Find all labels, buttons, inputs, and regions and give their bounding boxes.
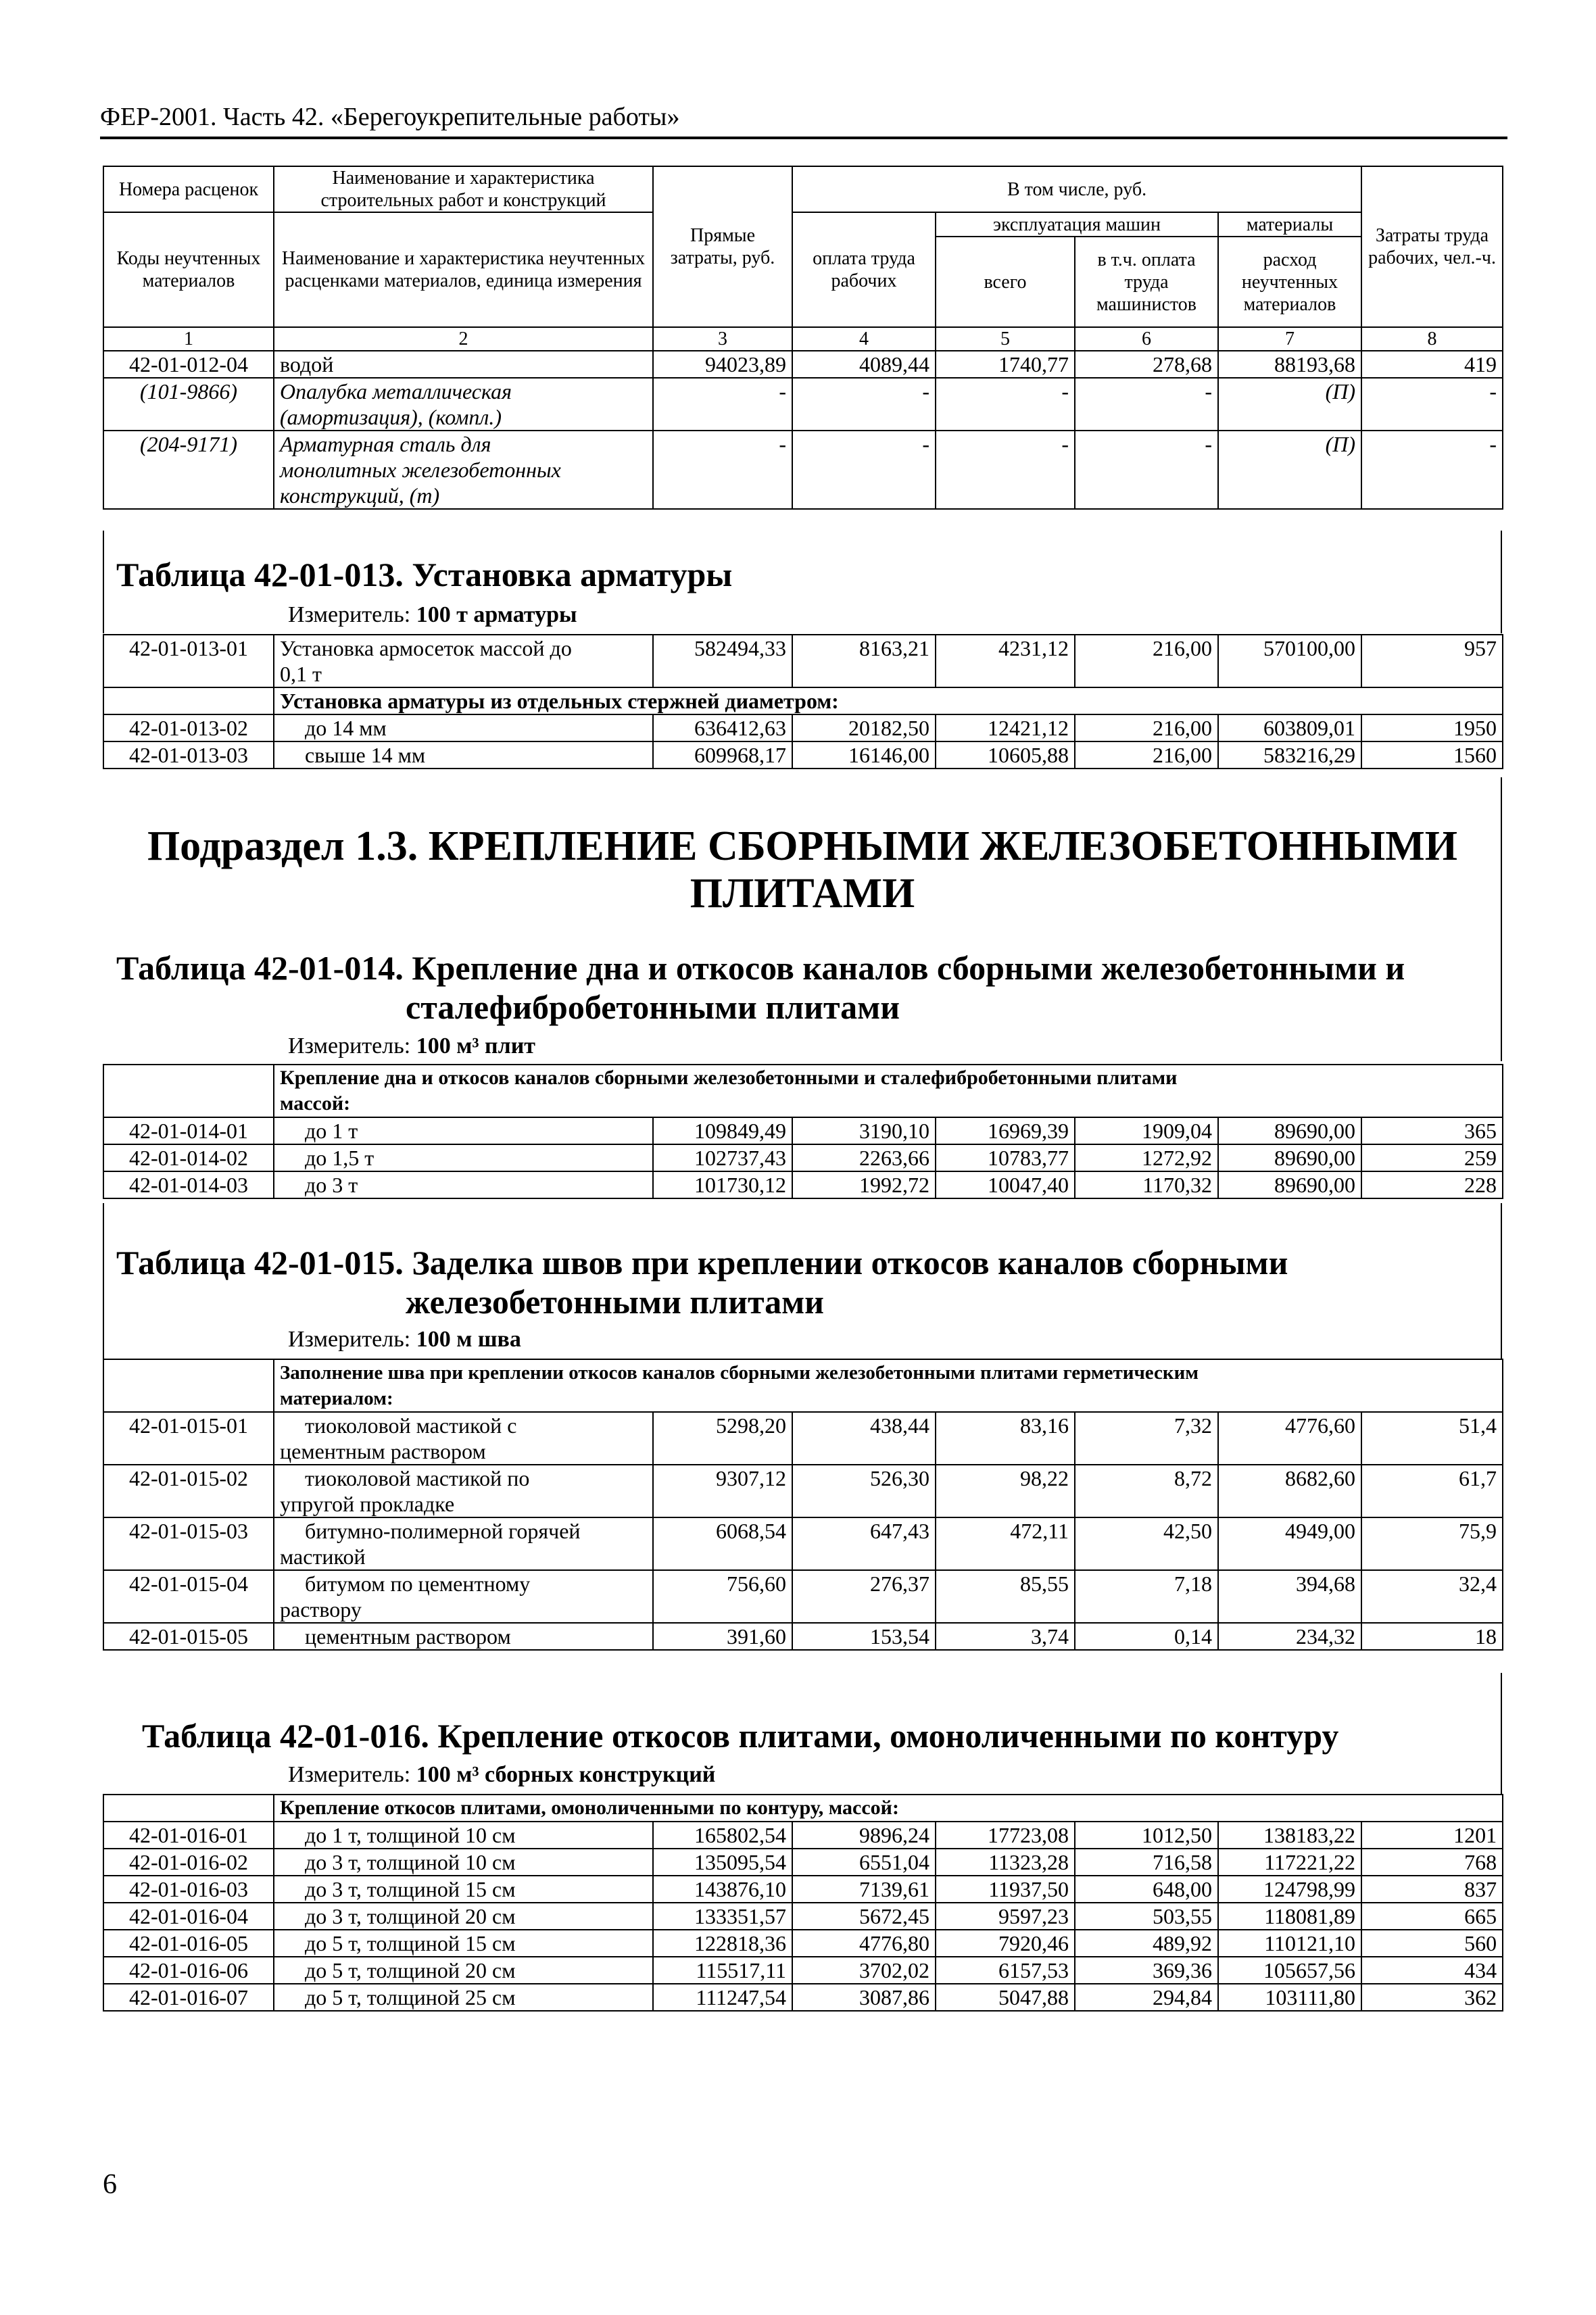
frame-rule-left (103, 1203, 104, 1359)
col-codes-head: Коды неучтенных материалов (103, 212, 274, 327)
col-materials-head: материалы (1218, 212, 1361, 237)
table-row: 42-01-014-02 до 1,5 т 102737,43 2263,66 10783,77 1272,92 89690,00 259 (103, 1144, 1503, 1171)
section-heading-line2: ПЛИТАМИ (690, 871, 915, 917)
col-num-8: 8 (1361, 327, 1503, 351)
table-row: 42-01-013-03 свыше 14 мм 609968,17 16146,00 10605,88 216,00 583216,29 1560 (103, 741, 1503, 769)
col-num-6: 6 (1075, 327, 1218, 351)
table-row: 42-01-016-03 до 3 т, толщиной 15 см 143876,10 7139,61 11937,50 648,00 124798,99 837 (103, 1876, 1503, 1903)
group-row: Установка арматуры из отдельных стержней диаметром: (103, 687, 1503, 714)
table-014-meter: Измеритель: 100 м³ плит (288, 1033, 535, 1058)
group-row: Крепление дна и откосов каналов сборными железобетонными и сталефибробетонными плитами массой: (103, 1065, 1503, 1117)
material-row: (101-9866) Опалубка металлическая (амортизация), (компл.) - - - - (П) - (103, 378, 1503, 431)
col-incl-ops-head: в т.ч. оплата труда машинистов (1075, 237, 1218, 327)
table-row: 42-01-013-01 Установка армосеток массой до 0,1 т 582494,33 8163,21 4231,12 216,00 570100,00 957 (103, 635, 1503, 687)
col-name-head: Наименование и характеристика строительных работ и конструкций (274, 166, 653, 212)
frame-rule-right (1501, 1203, 1502, 1359)
frame-rule-right (1501, 777, 1502, 1061)
table-row: 42-01-014-01 до 1 т 109849,49 3190,10 16969,39 1909,04 89690,00 365 (103, 1117, 1503, 1144)
col-num-2: 2 (274, 327, 653, 351)
table-row: 42-01-016-07 до 5 т, толщиной 25 см 111247,54 3087,86 5047,88 294,84 103111,80 362 (103, 1984, 1503, 2011)
table-013-title: Таблица 42-01-013. Установка арматуры (116, 556, 733, 593)
table-row: 42-01-015-01 тиоколовой мастикой с цементным раствором 5298,20 438,44 83,16 7,32 4776,60 51,4 (103, 1412, 1503, 1465)
col-number-head: Номера расценок (103, 166, 274, 212)
table-015 (103, 1359, 1502, 1651)
table-013 (103, 634, 1502, 769)
table-015-meter: Измеритель: 100 м шва (288, 1327, 521, 1352)
frame-rule-right (1501, 1673, 1502, 1795)
table-016-meter: Измеритель: 100 м³ сборных конструкций (288, 1762, 716, 1787)
col-total-head: всего (936, 237, 1075, 327)
section-heading-line1: Подраздел 1.3. КРЕПЛЕНИЕ СБОРНЫМИ ЖЕЛЕЗОБЕТОННЫМИ (147, 823, 1458, 869)
table-row: 42-01-015-02 тиоколовой мастикой по упругой прокладке 9307,12 526,30 98,22 8,72 8682,60 61,7 (103, 1465, 1503, 1517)
table-row: 42-01-012-04 водой 94023,89 4089,44 1740,77 278,68 88193,68 419 (103, 351, 1503, 378)
table-row: 42-01-016-01 до 1 т, толщиной 10 см 165802,54 9896,24 17723,08 1012,50 138183,22 1201 (103, 1822, 1503, 1849)
page-number: 6 (103, 2169, 117, 2200)
table-row: 42-01-016-02 до 3 т, толщиной 10 см 135095,54 6551,04 11323,28 716,58 117221,22 768 (103, 1849, 1503, 1876)
col-num-5: 5 (936, 327, 1075, 351)
frame-rule-right (1501, 531, 1502, 633)
table-row: 42-01-015-03 битумно-полимерной горячей мастикой 6068,54 647,43 472,11 42,50 4949,00 75,9 (103, 1517, 1503, 1570)
table-016 (103, 1794, 1502, 2012)
table-015-title-line2: железобетонными плитами (406, 1283, 824, 1321)
col-num-3: 3 (653, 327, 792, 351)
table-row: 42-01-015-04 битумом по цементному раствору 756,60 276,37 85,55 7,18 394,68 32,4 (103, 1570, 1503, 1623)
col-matuse-head: расход неучтенных материалов (1218, 237, 1361, 327)
col-labor-head: Затраты труда рабочих, чел.-ч. (1361, 166, 1503, 327)
table-row: 42-01-015-05 цементным раствором 391,60 153,54 3,74 0,14 234,32 18 (103, 1623, 1503, 1650)
table-row: 42-01-016-04 до 3 т, толщиной 20 см 133351,57 5672,45 9597,23 503,55 118081,89 665 (103, 1903, 1503, 1930)
col-incl-head: В том числе, руб. (792, 166, 1361, 212)
running-header: ФЕР-2001. Часть 42. «Берегоукрепительные работы» (100, 101, 1507, 139)
table-013-meter: Измеритель: 100 т арматуры (288, 602, 577, 627)
col-num-1: 1 (103, 327, 274, 351)
col-laborpay-head: оплата труда рабочих (792, 212, 936, 327)
table-row: 42-01-016-06 до 5 т, толщиной 20 см 115517,11 3702,02 6157,53 369,36 105657,56 434 (103, 1957, 1503, 1984)
col-machines-head: эксплуатация машин (936, 212, 1218, 237)
material-row: (204-9171) Арматурная сталь для монолитных железобетонных конструкций, (т) - - - - (П) - (103, 431, 1503, 509)
col-num-7: 7 (1218, 327, 1361, 351)
rates-table-header (103, 166, 1502, 510)
table-row: 42-01-016-05 до 5 т, толщиной 15 см 122818,36 4776,80 7920,46 489,92 110121,10 560 (103, 1930, 1503, 1957)
col-num-4: 4 (792, 327, 936, 351)
frame-rule-left (103, 531, 104, 633)
table-row: 42-01-014-03 до 3 т 101730,12 1992,72 10047,40 1170,32 89690,00 228 (103, 1171, 1503, 1198)
table-014-title-line2: сталефибробетонными плитами (406, 988, 900, 1026)
table-015-title-line1: Таблица 42-01-015. Заделка швов при креплении откосов каналов сборными (116, 1244, 1288, 1282)
table-014-title-line1: Таблица 42-01-014. Крепление дна и откосов каналов сборными железобетонными и (116, 949, 1405, 987)
col-direct-head: Прямые затраты, руб. (653, 166, 792, 327)
group-row: Крепление откосов плитами, омоноличенными по контуру, массой: (103, 1795, 1503, 1822)
table-014 (103, 1064, 1502, 1199)
col-name2-head: Наименование и характеристика неучтенных расценками материалов, единица измерения (274, 212, 653, 327)
group-row: Заполнение шва при креплении откосов каналов сборными железобетонными плитами герметическим материалом: (103, 1359, 1503, 1412)
table-row: 42-01-013-02 до 14 мм 636412,63 20182,50 12421,12 216,00 603809,01 1950 (103, 714, 1503, 741)
table-016-title: Таблица 42-01-016. Крепление откосов плитами, омоноличенными по контуру (142, 1717, 1339, 1755)
